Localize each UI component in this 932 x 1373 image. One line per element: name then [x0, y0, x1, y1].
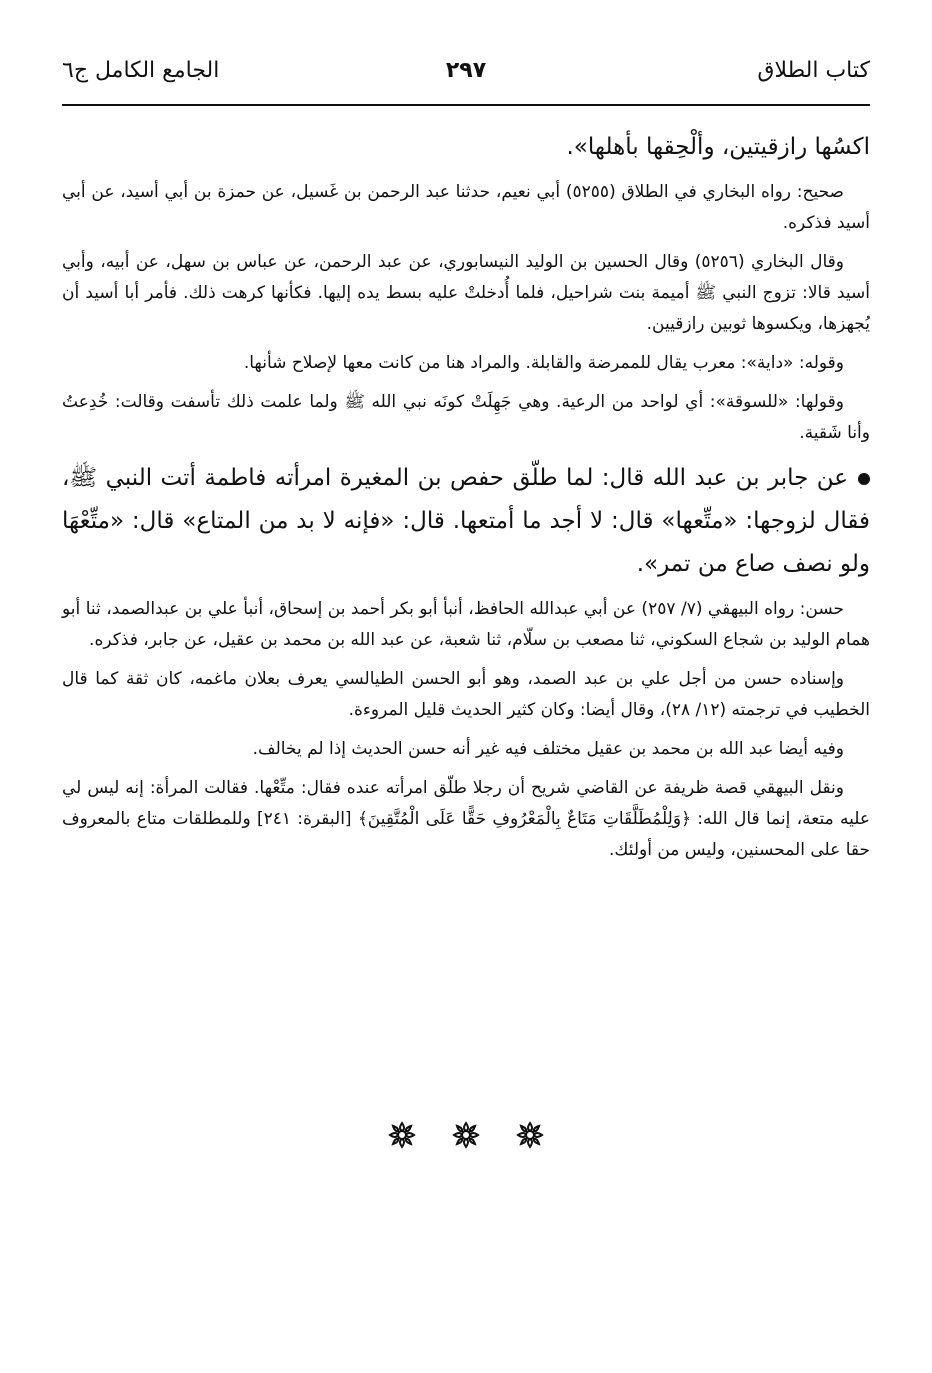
commentary-paragraph: وقوله: «داية»: معرب يقال للممرضة والقابلة. والمراد هنا من كانت معها لإصلاح شأنها. — [243, 353, 844, 373]
commentary-paragraph: حسن: رواه البيهقي (٧/ ٢٥٧) عن أبي عبدالله الحافظ، أنبأ أبو بكر أحمد بن إسحاق، أنبأ علي بن عبدالصمد، ثنا أبو همام الوليد بن شجاع السكوني، ثنا مصعب بن سلّام، ثنا شعبة، عن عبد الله بن محمد بن عقيل، عن جابر، فذكره. — [62, 599, 870, 650]
book-volume-title: الجامع الكامل ج٦ — [62, 58, 220, 83]
hadith-text-continuation: اكسُها رازقيتين، وألْحِقها بأهلها». — [566, 134, 870, 160]
flower-ornament-icon — [451, 1120, 481, 1150]
hadith-text: عن جابر بن عبد الله قال: لما طلّق حفص بن المغيرة امرأته فاطمة أتت النبي ﷺ، فقال لزوجها: «متِّعها» قال: لا أجد ما أمتعها. قال: «فإنه لا بد من المتاع» قال: «متِّعْهَا ولو نصف صاع من تمر». — [62, 465, 870, 577]
page-body — [62, 126, 870, 874]
flower-ornament-icon — [515, 1120, 545, 1150]
commentary-paragraph: وفيه أيضا عبد الله بن محمد بن عقيل مختلف فيه غير أنه حسن الحديث إذا لم يخالف. — [252, 739, 844, 759]
header-divider — [62, 104, 870, 106]
commentary-paragraph: وإسناده حسن من أجل علي بن عبد الصمد، وهو أبو الحسن الطيالسي يعرف بعلان ماغمه، كان ثقة كما قال الخطيب في ترجمته (١٢/ ٢٨)، وقال أيضا: وكان كثير الحديث قليل المروءة. — [62, 669, 870, 720]
commentary-paragraph: صحيح: رواه البخاري في الطلاق (٥٢٥٥) أبي نعيم، حدثنا عبد الرحمن بن غَسيل، عن حمزة بن أبي أسيد، عن أبي أسيد فذكره. — [62, 182, 870, 233]
flower-ornament-icon — [387, 1120, 417, 1150]
bullet-icon — [858, 473, 870, 485]
hadith-paragraph — [62, 457, 870, 586]
chapter-title: كتاب الطلاق — [757, 58, 870, 83]
commentary-paragraph: وقال البخاري (٥٢٥٦) وقال الحسين بن الوليد النيسابوري، عن عبد الرحمن، عن عباس بن سهل، عن أبيه، وأبي أسيد قالا: تزوج النبي ﷺ أميمة بنت شراحيل، فلما أُدخلتْ عليه بسط يده إليها. فكأنها كرهت ذلك. فأمر أبا أسيد أن يُجهزها، ويكسوها ثوبين رازقيين. — [62, 252, 870, 334]
section-end-ornaments — [0, 1120, 932, 1160]
running-header — [62, 58, 870, 98]
commentary-paragraph: ونقل البيهقي قصة ظريفة عن القاضي شريح أن رجلا طلّق امرأته عنده فقال: متِّعْها. فقالت المرأة: إنه ليس لي عليه متعة، إنما قال الله: ﴿وَلِلْمُطَلَّقَاتِ مَتَاعٌ بِالْمَعْرُوفِ حَقًّا عَلَى الْمُتَّقِينَ﴾ [البقرة: ٢٤١] وللمطلقات متاع بالمعروف حقا على المحسنين، وليس من أولئك. — [62, 778, 870, 860]
commentary-paragraph: وقولها: «للسوقة»: أي لواحد من الرعية. وهي جَهِلَتْ كونَه نبي الله ﷺ ولما علمت ذلك تأسفت وقالت: خُدِعتُ وأنا شَقية. — [62, 392, 870, 443]
page-number: ٢٩٧ — [445, 58, 487, 83]
